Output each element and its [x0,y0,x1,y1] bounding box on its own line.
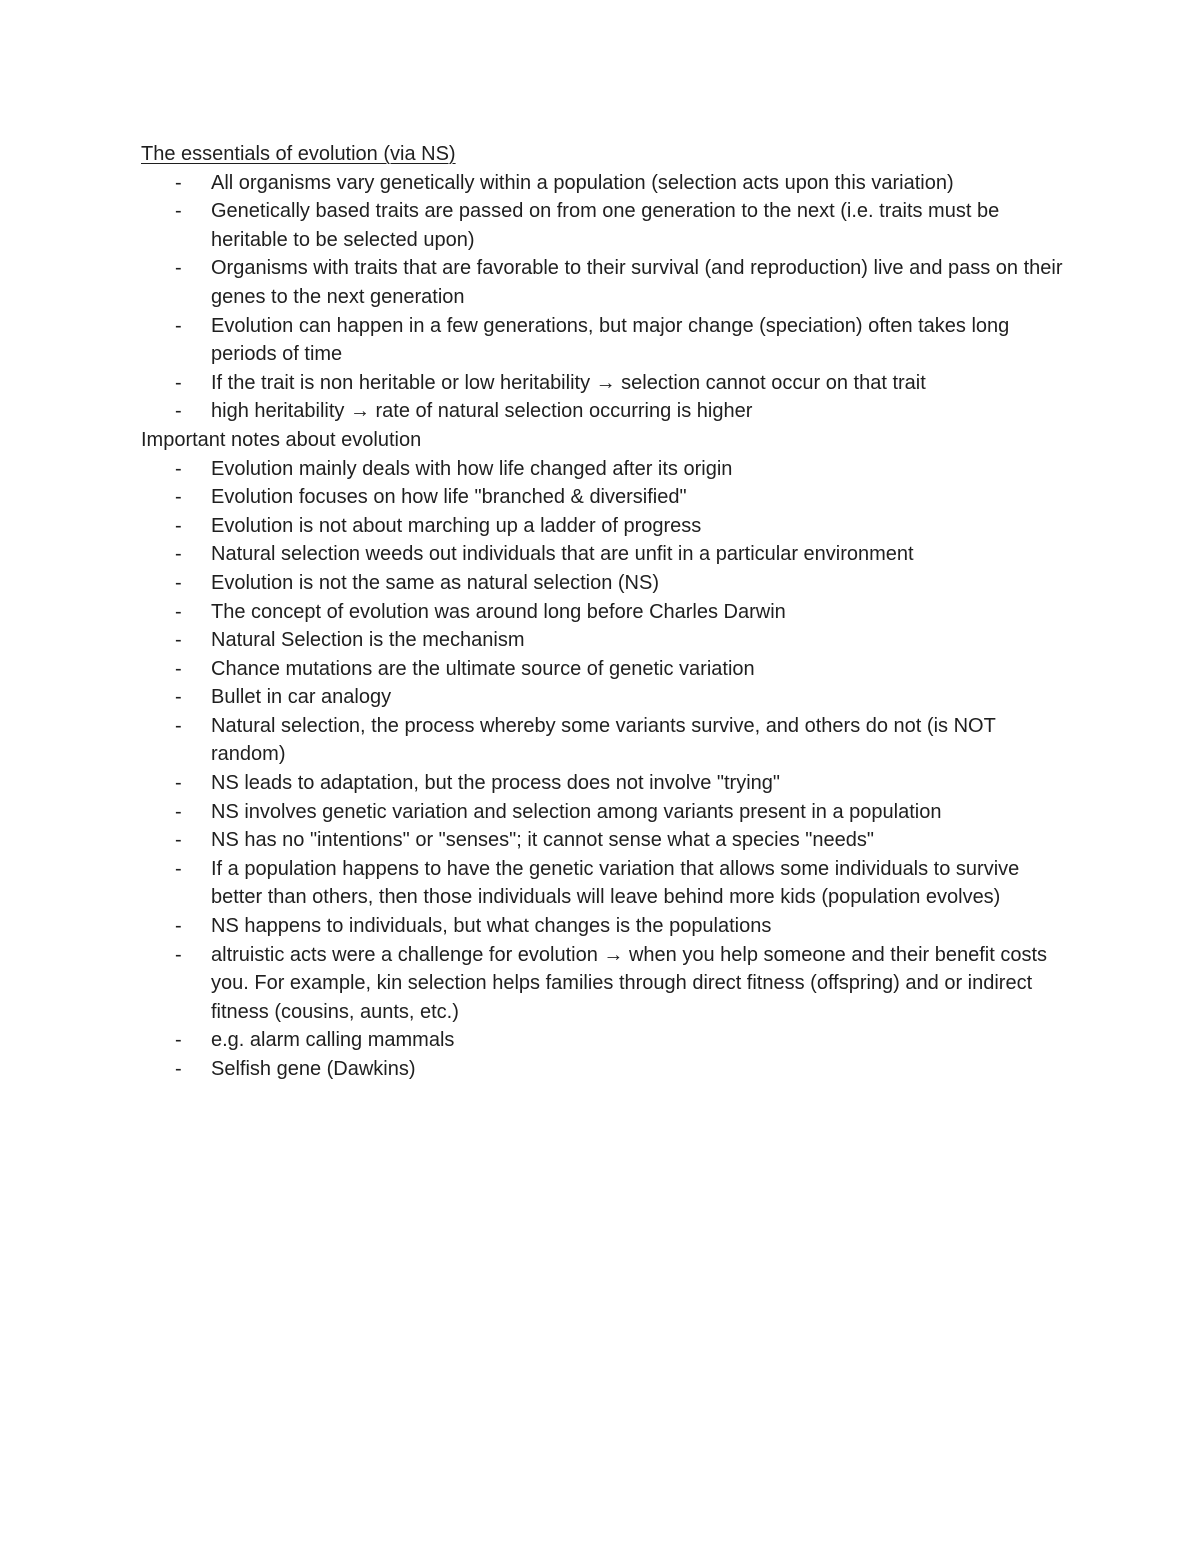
list-item [141,655,1071,684]
dash-bullet: - [175,400,182,423]
section-important-notes [141,426,1071,1084]
list-item-text: e.g. alarm calling mammals [211,1029,455,1052]
dash-bullet: - [175,371,182,394]
list-item-text: Natural selection, the process whereby some variants survive, and others do not (is NOT random) [211,714,996,766]
list-item-text: Bullet in car analogy [211,686,392,709]
dash-bullet: - [175,714,182,737]
section-heading: The essentials of evolution (via NS) [141,143,456,165]
list-item [141,769,1071,798]
list-item [141,626,1071,655]
dash-bullet: - [175,514,182,537]
list-item [141,712,1071,769]
dash-bullet: - [175,657,182,680]
list-item [141,312,1071,369]
dash-bullet: - [175,857,182,880]
list-item [141,483,1071,512]
dash-bullet: - [175,571,182,594]
list-item [141,254,1071,311]
list-item [141,798,1071,827]
list-item-text: If the trait is non heritable or low heritability → selection cannot occur on that trait [211,371,926,394]
list-item [141,1055,1071,1084]
list-item-text: Chance mutations are the ultimate source of genetic variation [211,657,755,680]
dash-bullet: - [175,629,182,652]
dash-bullet: - [175,600,182,623]
list-item [141,455,1071,484]
list-item [141,826,1071,855]
list-item-text: Evolution is not about marching up a ladder of progress [211,514,702,537]
list-item [141,683,1071,712]
dash-bullet: - [175,457,182,480]
list-item-text: Natural selection weeds out individuals that are unfit in a particular environment [211,543,914,566]
document-page [141,140,1071,1084]
list-item-text: Genetically based traits are passed on from one generation to the next (i.e. traits must be heritable to be selected upon) [211,200,1000,251]
list-item [141,855,1071,912]
dash-bullet: - [175,1029,182,1052]
list-item-text: NS leads to adaptation, but the process does not involve "trying" [211,772,780,795]
list-item-text: Evolution is not the same as natural selection (NS) [211,571,659,594]
dash-bullet: - [175,1058,182,1080]
dash-bullet: - [175,829,182,852]
dash-bullet: - [175,943,182,966]
section-essentials [141,140,1071,426]
section-heading: Important notes about evolution [141,428,422,451]
list-item-text: Evolution mainly deals with how life changed after its origin [211,457,733,480]
list-item-text: NS happens to individuals, but what changes is the populations [211,915,772,938]
dash-bullet: - [175,543,182,566]
dash-bullet: - [175,800,182,823]
bullet-list [141,455,1071,1084]
list-item-text: Evolution focuses on how life "branched & diversified" [211,486,687,509]
dash-bullet: - [175,257,182,280]
list-item-text: Organisms with traits that are favorable to their survival (and reproduction) live and pass on their genes to the next generation [211,257,1063,308]
list-item-text: Evolution can happen in a few generations, but major change (speciation) often takes long periods of time [211,314,1010,366]
dash-bullet: - [175,686,182,709]
list-item [141,369,1071,398]
list-item-text: high heritability → rate of natural selection occurring is higher [211,400,753,423]
list-item [141,512,1071,541]
dash-bullet: - [175,486,182,509]
dash-bullet: - [175,772,182,795]
list-item [141,912,1071,941]
list-item-text: Natural Selection is the mechanism [211,629,525,652]
list-item-text: The concept of evolution was around long before Charles Darwin [211,600,786,623]
list-item [141,941,1071,1027]
list-item-text: altruistic acts were a challenge for evolution → when you help someone and their benefit costs you. For example, kin selection helps families through direct fitness (offspring) and or indirect fitness (cousins, aunts, etc.) [211,943,1048,1023]
list-item [141,197,1071,254]
list-item [141,169,1071,198]
list-item-text: Selfish gene (Dawkins) [211,1058,416,1080]
bullet-list [141,169,1071,426]
dash-bullet: - [175,200,182,223]
list-item-text: NS involves genetic variation and selection among variants present in a population [211,800,942,823]
list-item [141,569,1071,598]
list-item [141,1026,1071,1055]
list-item-text: NS has no "intentions" or "senses"; it cannot sense what a species "needs" [211,829,874,852]
list-item [141,598,1071,627]
dash-bullet: - [175,915,182,938]
dash-bullet: - [175,171,182,194]
list-item [141,397,1071,426]
list-item-text: All organisms vary genetically within a population (selection acts upon this variation) [211,171,954,194]
list-item [141,540,1071,569]
list-item-text: If a population happens to have the genetic variation that allows some individuals to survive better than others, then those individuals will leave behind more kids (population evolves) [211,857,1020,909]
dash-bullet: - [175,314,182,337]
